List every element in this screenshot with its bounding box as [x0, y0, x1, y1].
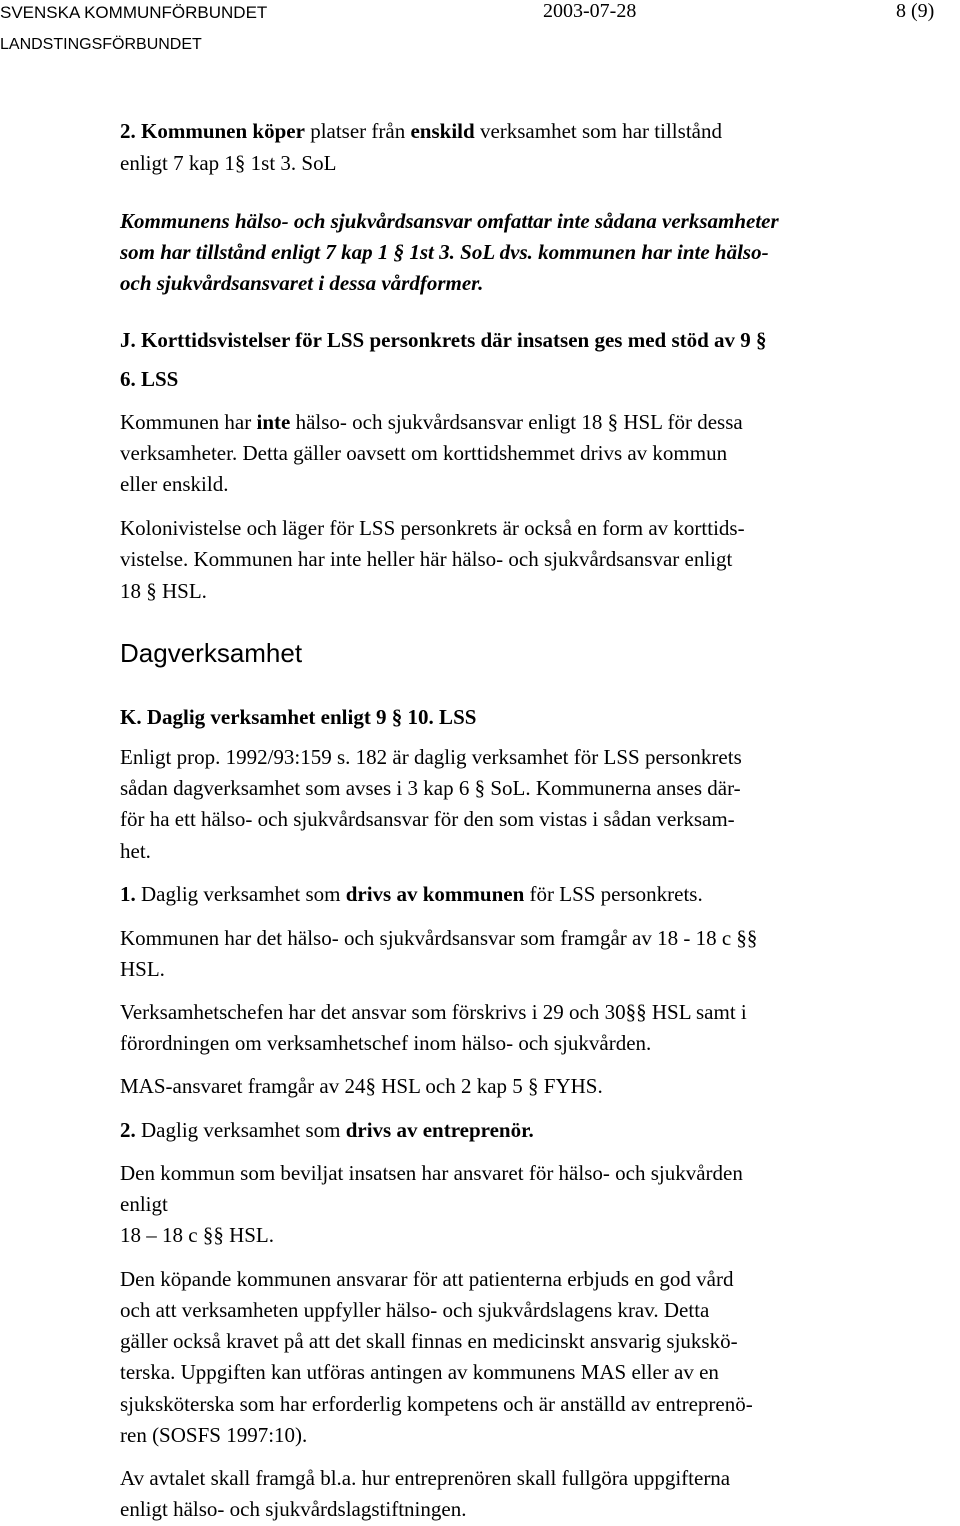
paragraph-k6-line-5: sjuksköterska som har erforderlig kompetens och är anställd av entreprenö-	[120, 1392, 753, 1416]
paragraph-k3-line-2: förordningen om verksamhetschef inom hälso- och sjukvården.	[120, 1031, 652, 1055]
paragraph-k7-line-1: Av avtalet skall framgå bl.a. hur entreprenören skall fullgöra uppgifterna	[120, 1466, 731, 1490]
paragraph-k6-line-4: terska. Uppgiften kan utföras antingen av kommunens MAS eller av en	[120, 1360, 719, 1384]
item-2-line-2: enligt 7 kap 1§ 1st 3. SoL	[120, 151, 337, 175]
paragraph-j1-line-2: verksamheter. Detta gäller oavsett om korttidshemmet drivs av kommun	[120, 441, 728, 465]
note-line-1: Kommunens hälso- och sjukvårdsansvar omfattar inte sådana verksamheter	[120, 209, 779, 233]
section-heading-dagverksamhet: Dagverksamhet	[120, 638, 303, 668]
paragraph-j1-line-1: Kommunen har inte hälso- och sjukvårdsansvar enligt 18 § HSL för dessa	[120, 410, 743, 434]
section-j-heading-line-2: 6. LSS	[120, 367, 179, 391]
paragraph-k6-line-6: ren (SOSFS 1997:10).	[120, 1423, 308, 1447]
paragraph-k5-line-2: enligt	[120, 1192, 168, 1216]
item-k2: 2. Daglig verksamhet som drivs av entreprenör.	[120, 1118, 534, 1142]
paragraph-k5-line-1: Den kommun som beviljat insatsen har ansvaret för hälso- och sjukvården	[120, 1161, 743, 1185]
paragraph-k6-line-1: Den köpande kommunen ansvarar för att patienterna erbjuds en god vård	[120, 1267, 734, 1291]
paragraph-k7-line-2: enligt hälso- och sjukvårdslagstiftningen.	[120, 1497, 467, 1521]
note-line-2: som har tillstånd enligt 7 kap 1 § 1st 3. SoL dvs. kommunen har inte hälso-	[120, 240, 769, 264]
header-org1: SVENSKA KOMMUNFÖRBUNDET	[0, 3, 268, 22]
paragraph-k1-line-4: het.	[120, 839, 151, 863]
paragraph-k2-line-1: Kommunen har det hälso- och sjukvårdsansvar som framgår av 18 - 18 c §§	[120, 926, 758, 950]
header-org2: LANDSTINGSFÖRBUNDET	[0, 36, 202, 53]
paragraph-j1-line-3: eller enskild.	[120, 472, 229, 496]
paragraph-k1-line-1: Enligt prop. 1992/93:159 s. 182 är daglig verksamhet för LSS personkrets	[120, 745, 742, 769]
item-k1: 1. Daglig verksamhet som drivs av kommunen för LSS personkrets.	[120, 882, 703, 906]
paragraph-j2-line-2: vistelse. Kommunen har inte heller här hälso- och sjukvårdsansvar enligt	[120, 547, 733, 571]
paragraph-k1-line-3: för ha ett hälso- och sjukvårdsansvar för den som vistas i sådan verksam-	[120, 807, 735, 831]
paragraph-k5-line-3: 18 – 18 c §§ HSL.	[120, 1223, 274, 1247]
header-date: 2003-07-28	[543, 0, 637, 22]
note-line-3: och sjukvårdsansvaret i dessa vårdformer.	[120, 271, 484, 295]
paragraph-k6-line-2: och att verksamheten uppfyller hälso- och sjukvårdslagens krav. Detta	[120, 1298, 710, 1322]
paragraph-j2-line-3: 18 § HSL.	[120, 579, 207, 603]
paragraph-k2-line-2: HSL.	[120, 957, 165, 981]
paragraph-k3-line-1: Verksamhetschefen har det ansvar som förskrivs i 29 och 30§§ HSL samt i	[120, 1000, 747, 1024]
section-k-heading: K. Daglig verksamhet enligt 9 § 10. LSS	[120, 705, 477, 729]
header-page-number: 8 (9)	[896, 0, 935, 22]
paragraph-k6-line-3: gäller också kravet på att det skall finnas en medicinskt ansvarig sjukskö-	[120, 1329, 738, 1353]
paragraph-j2-line-1: Kolonivistelse och läger för LSS personkrets är också en form av korttids-	[120, 516, 745, 540]
paragraph-k4: MAS-ansvaret framgår av 24§ HSL och 2 kap 5 § FYHS.	[120, 1074, 603, 1098]
item-2-line-1: 2. Kommunen köper platser från enskild verksamhet som har tillstånd	[120, 119, 722, 143]
paragraph-k1-line-2: sådan dagverksamhet som avses i 3 kap 6 § SoL. Kommunerna anses där-	[120, 776, 741, 800]
section-j-heading-line-1: J. Korttidsvistelser för LSS personkrets där insatsen ges med stöd av 9 §	[120, 328, 767, 352]
